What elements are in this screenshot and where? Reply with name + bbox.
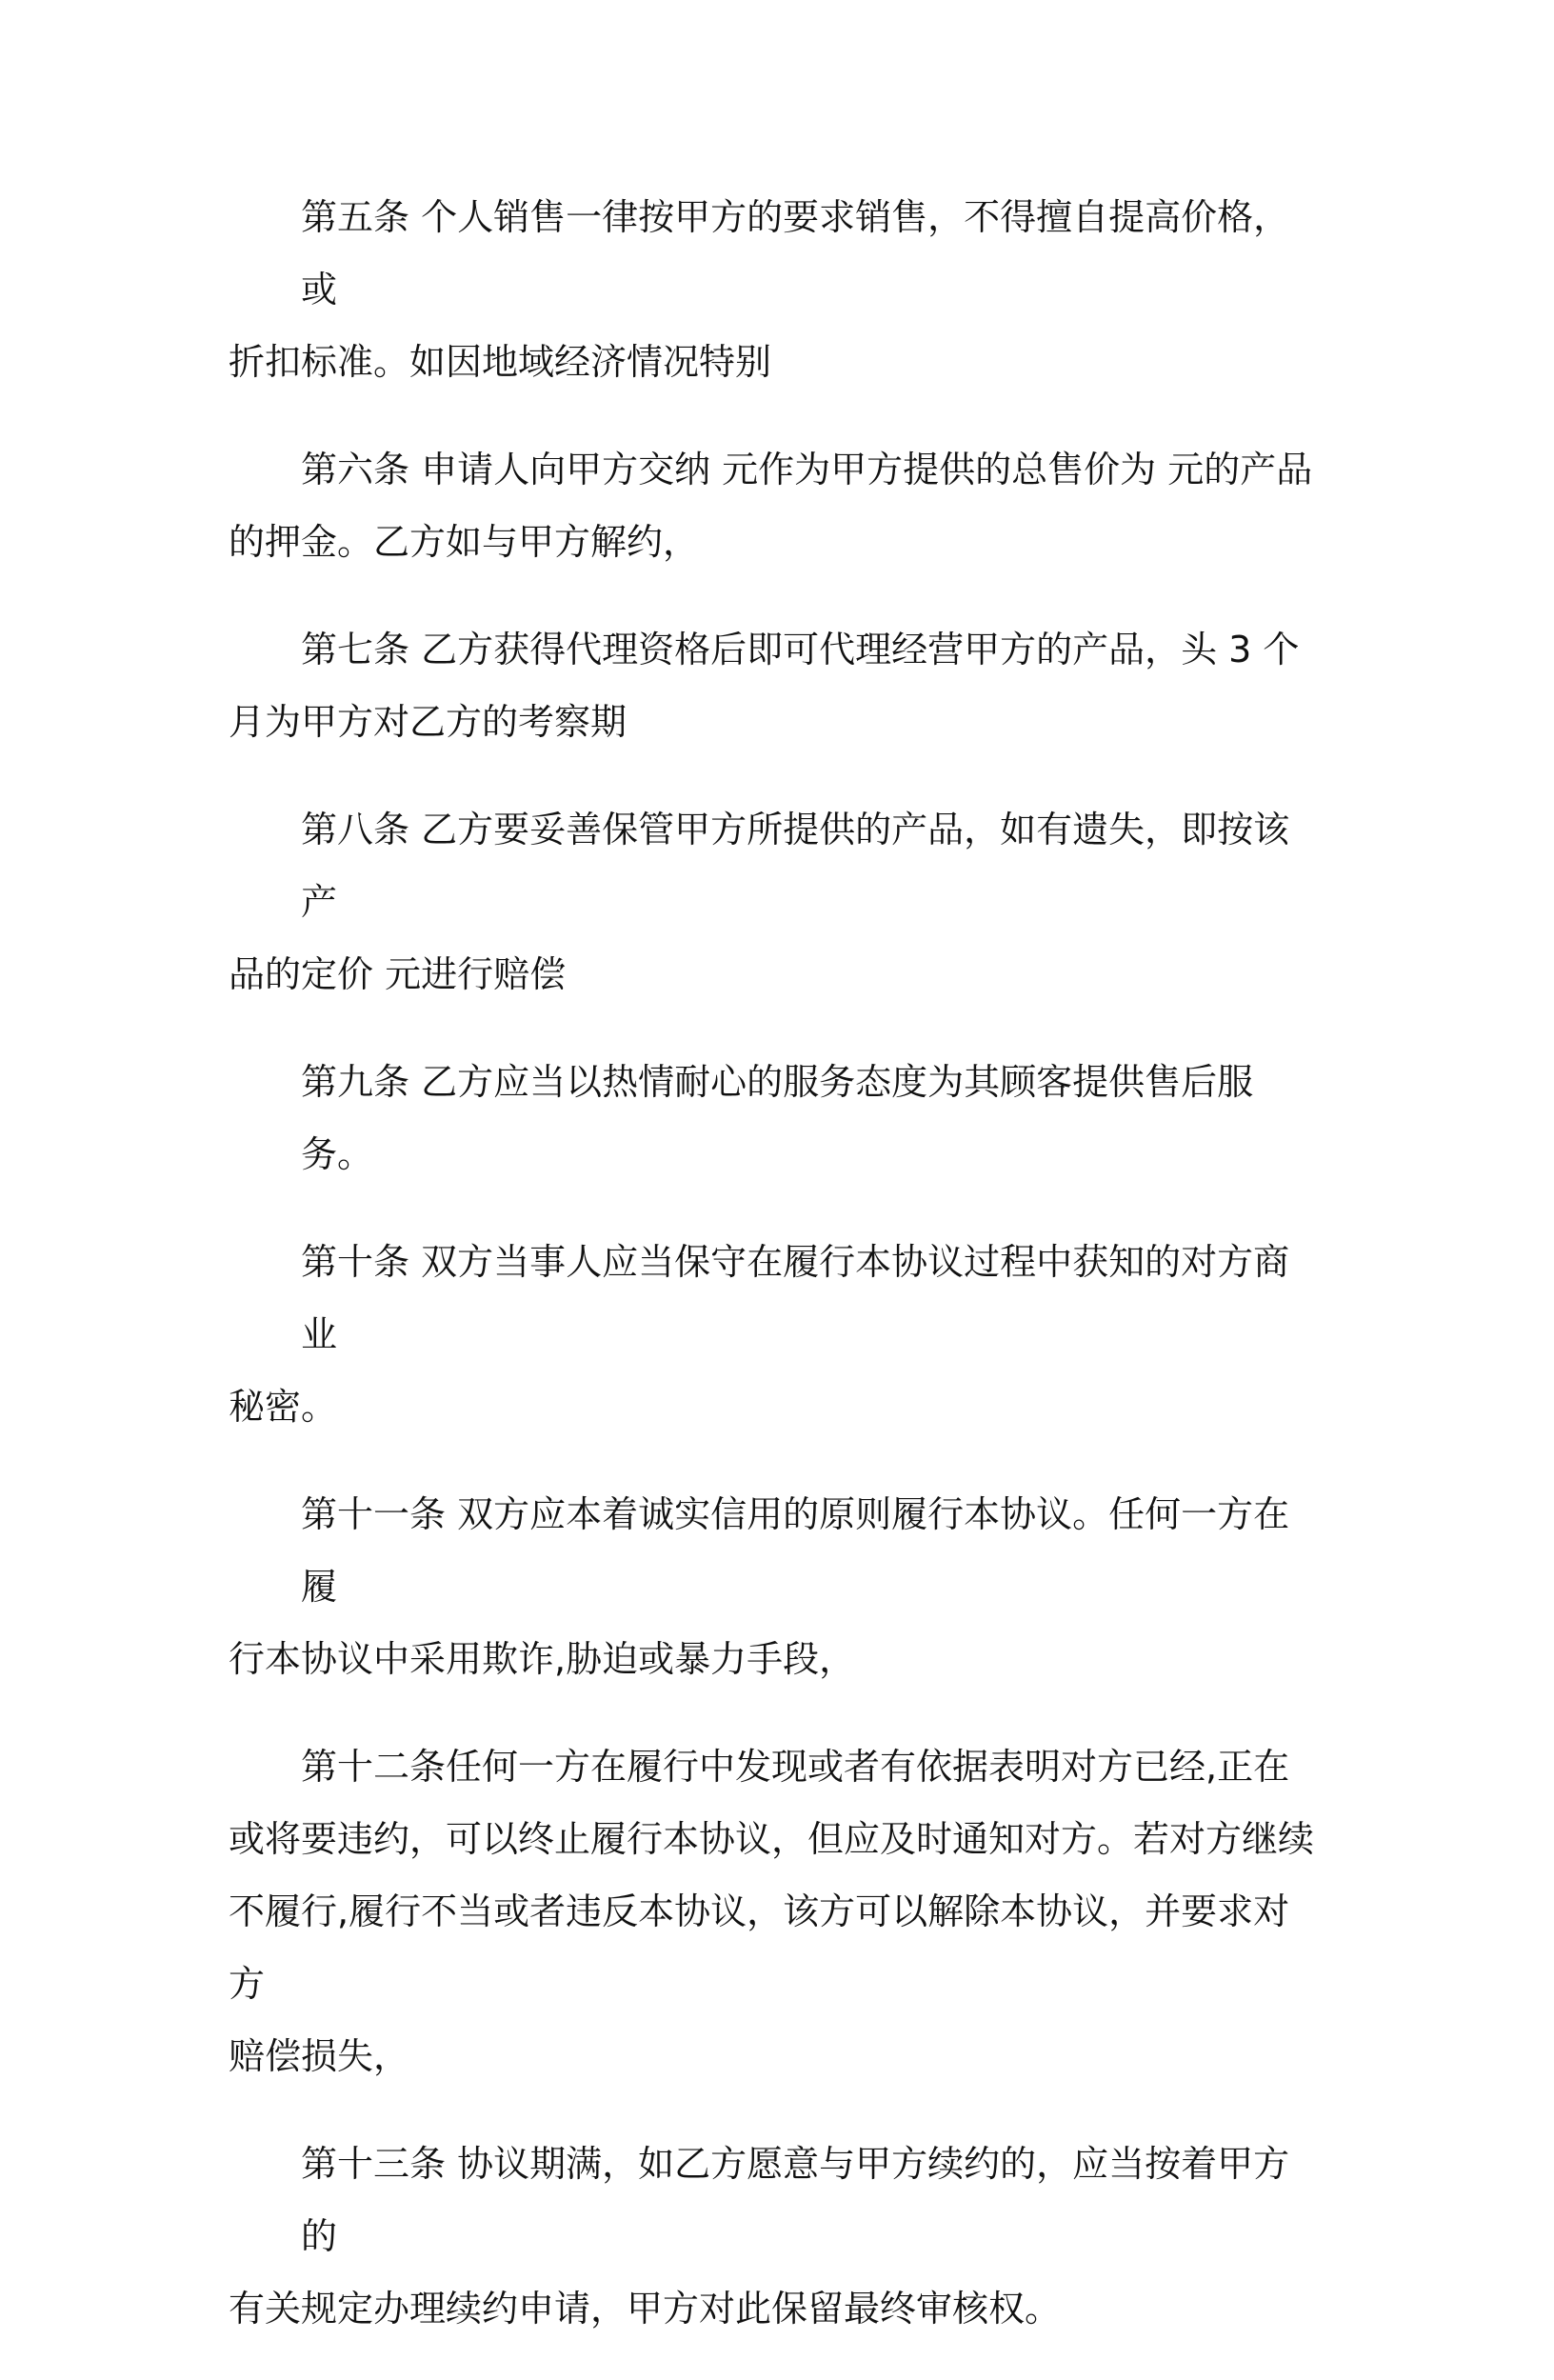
clause-line: 第十一条 双方应本着诚实信用的原则履行本协议。任何一方在履 bbox=[301, 1493, 1290, 1608]
clause-line: 折扣标准。如因地域经济情况特别 bbox=[229, 341, 772, 383]
document-page bbox=[229, 181, 1324, 2380]
clause-13 bbox=[229, 2128, 1324, 2345]
clause-11 bbox=[229, 1478, 1324, 1695]
clause-12 bbox=[229, 1730, 1324, 2092]
clause-10 bbox=[229, 1226, 1324, 1443]
clause-line: 第七条 乙方获得代理资格后即可代理经营甲方的产品，头 3 个 bbox=[301, 629, 1300, 670]
clause-line: 第十三条 协议期满，如乙方愿意与甲方续约的，应当按着甲方的 bbox=[301, 2143, 1290, 2257]
clause-6 bbox=[229, 433, 1324, 578]
clause-line: 赔偿损失， bbox=[229, 2035, 410, 2077]
clause-5 bbox=[229, 181, 1324, 398]
clause-9 bbox=[229, 1046, 1324, 1190]
clause-line: 第八条 乙方要妥善保管甲方所提供的产品，如有遗失，即按该产 bbox=[301, 809, 1290, 923]
clause-8 bbox=[229, 793, 1324, 1010]
clause-line: 第十二条任何一方在履行中发现或者有依据表明对方已经,正在 bbox=[301, 1746, 1290, 1788]
clause-line: 第六条 申请人向甲方交纳 元作为甲方提供的总售价为 元的产品 bbox=[301, 449, 1313, 490]
clause-line: 秘密。 bbox=[229, 1386, 338, 1428]
clause-7 bbox=[229, 613, 1324, 758]
clause-line: 有关规定办理续约申请，甲方对此保留最终审核权。 bbox=[229, 2288, 1062, 2330]
clause-line: 行本协议中采用欺诈,胁迫或暴力手段， bbox=[229, 1638, 856, 1680]
clause-line: 第九条 乙方应当以热情耐心的服务态度为其顾客提供售后服务。 bbox=[301, 1061, 1254, 1175]
clause-line: 不履行,履行不当或者违反本协议，该方可以解除本协议，并要求对方 bbox=[229, 1890, 1290, 2005]
clause-line: 的押金。乙方如与甲方解约， bbox=[229, 521, 700, 563]
clause-line: 品的定价 元进行赔偿 bbox=[229, 953, 567, 995]
clause-line: 月为甲方对乙方的考察期 bbox=[229, 701, 628, 743]
clause-line: 第十条 双方当事人应当保守在履行本协议过程中获知的对方商业 bbox=[301, 1241, 1290, 1355]
clause-line: 第五条 个人销售一律按甲方的要求销售，不得擅自提高价格，或 bbox=[301, 196, 1290, 310]
clause-line: 或将要违约，可以终止履行本协议，但应及时通知对方。若对方继续 bbox=[229, 1818, 1315, 1860]
